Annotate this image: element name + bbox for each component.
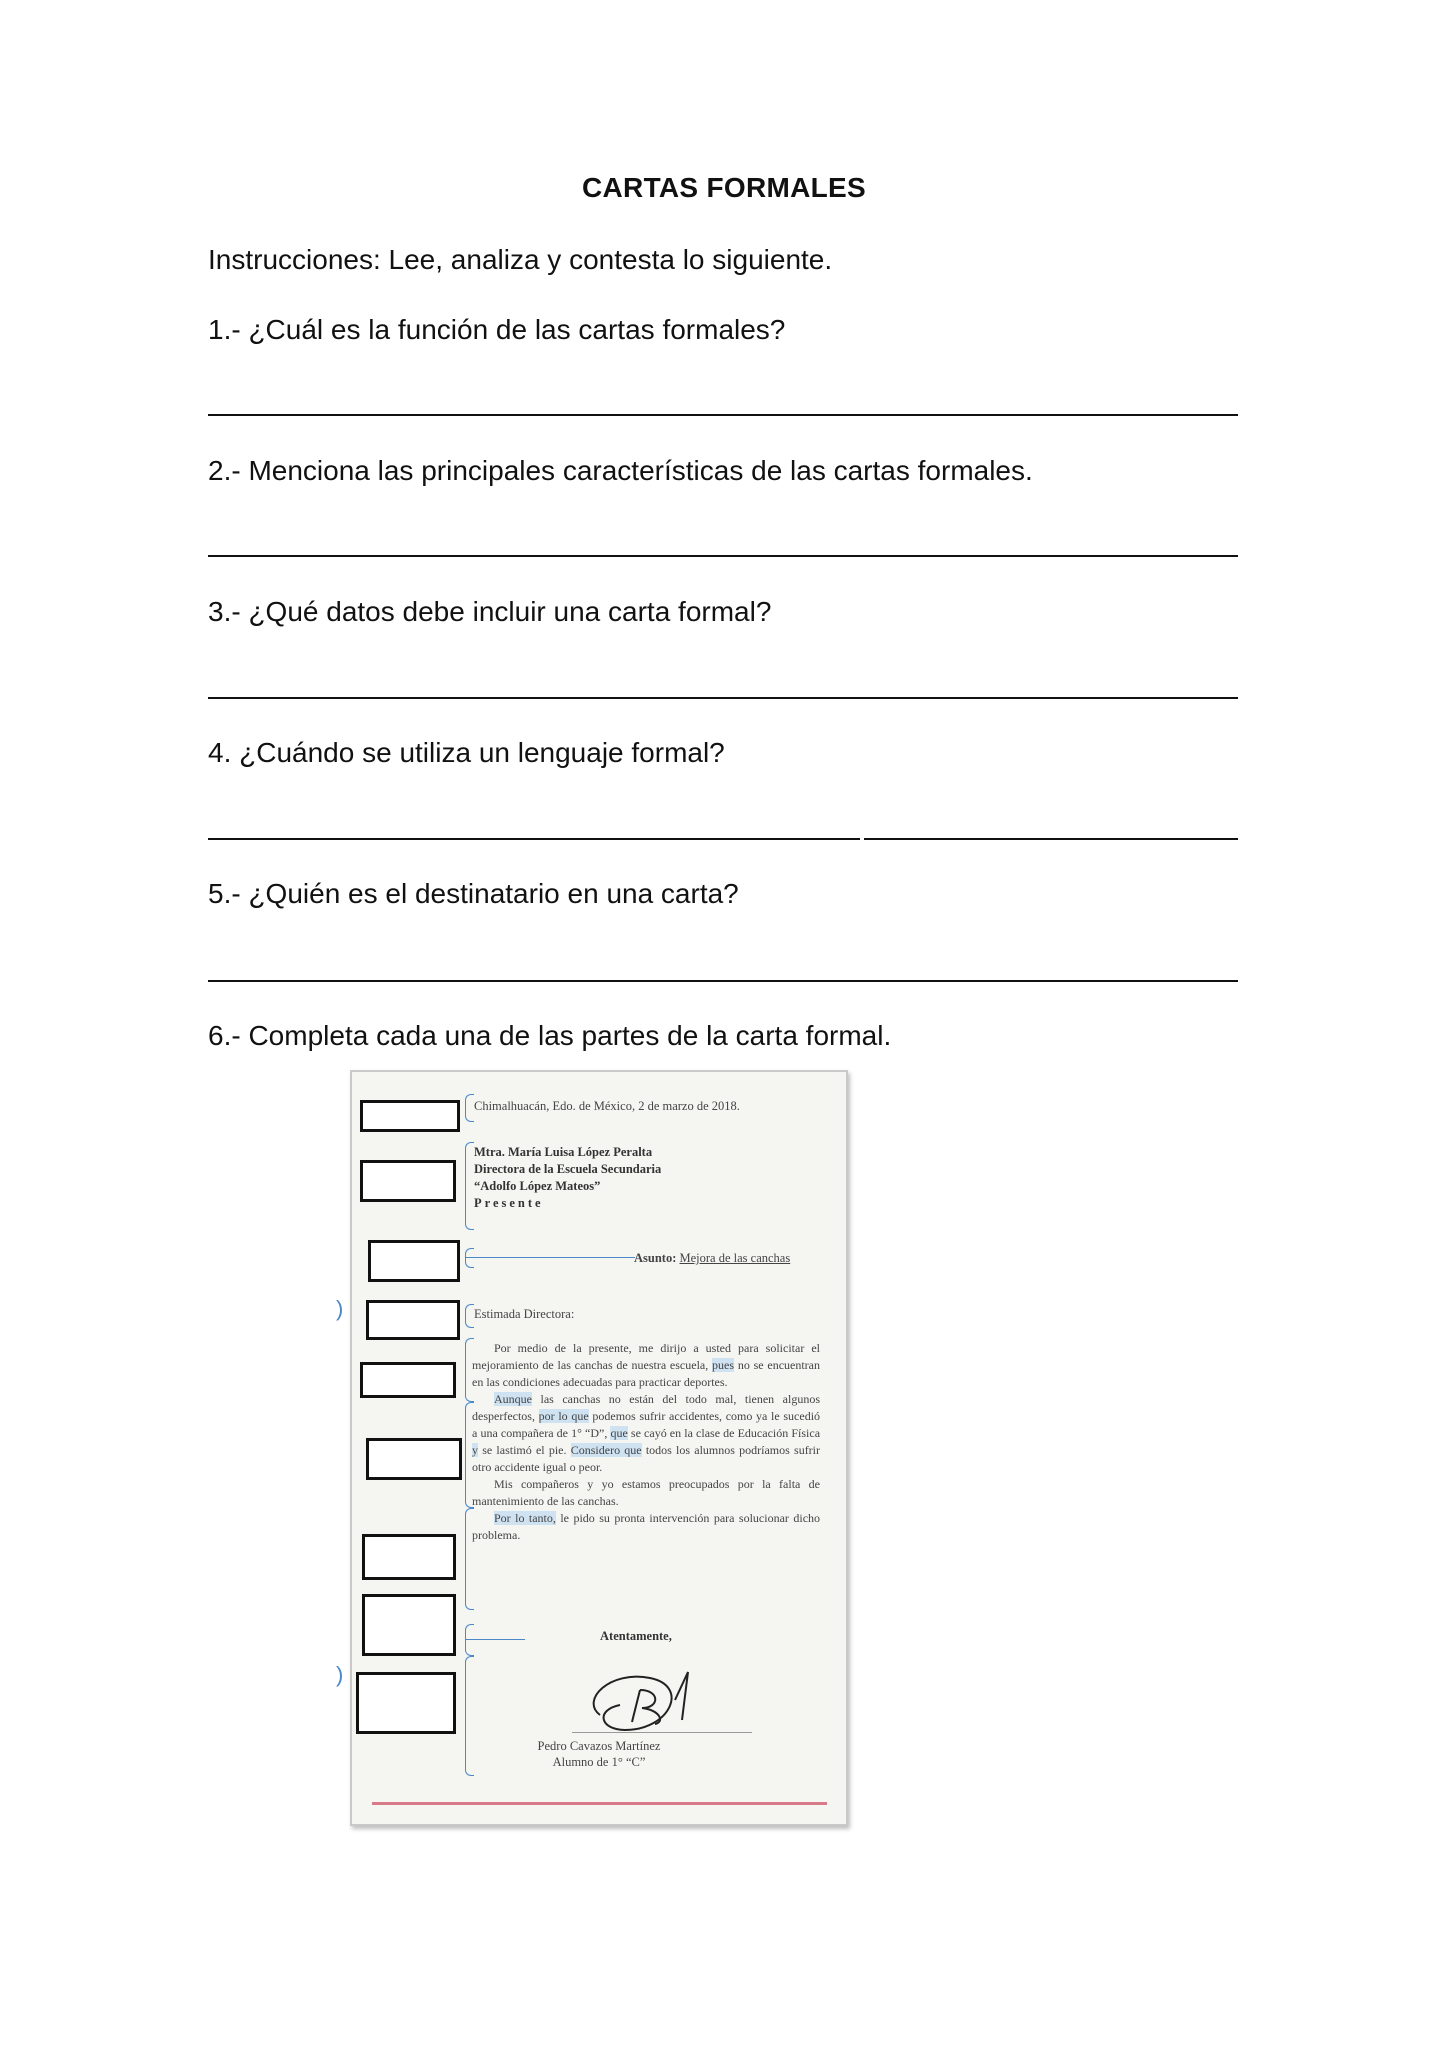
letter-part-box-4[interactable] (366, 1300, 460, 1340)
question-3: 3.- ¿Qué datos debe incluir una carta formal? (208, 596, 772, 627)
question-1: 1.- ¿Cuál es la función de las cartas formales? (208, 314, 786, 345)
question-6: 6.- Completa cada una de las partes de la carta formal. (208, 1020, 892, 1051)
letter-signer-role: Alumno de 1° “C” (552, 1755, 646, 1769)
signature-line (572, 1732, 752, 1733)
letter-paragraph-4: Por lo tanto, le pido su pronta intervención para solucionar dicho problema. (472, 1511, 821, 1542)
bracket-recipient (465, 1142, 474, 1230)
formal-letter-image (336, 1070, 848, 1826)
mark-icon: ) (336, 1662, 344, 1687)
letter-signer: Pedro Cavazos Martínez (537, 1739, 661, 1753)
instructions: Instrucciones: Lee, analiza y contesta lo siguiente. (208, 244, 833, 275)
letter-paragraph-2: Aunque las canchas no están del todo mal, tienen algunos desperfectos, por lo que podemos sufrir accidentes, como ya le sucedió a una compañera de 1° “D”, que se cayó en la clase de Educación Física y se lastimó el pie. Considero que todos los alumnos podríamos sufrir otro accidente igual o peor. (472, 1392, 821, 1474)
letter-closing: Atentamente, (600, 1629, 672, 1643)
answer-line-3[interactable] (208, 697, 1238, 699)
letter-part-box-5[interactable] (360, 1362, 456, 1398)
letter-paragraph-1: Por medio de la presente, me dirijo a usted para solicitar el mejoramiento de las canchas de nuestra escuela, pues no se encuentran en las condiciones adecuadas para practicar deportes. (472, 1341, 821, 1389)
letter-part-box-7[interactable] (362, 1534, 456, 1580)
answer-line-5[interactable] (208, 980, 1238, 982)
connector-line (465, 1257, 635, 1258)
letter-recipient-presente: Presente (474, 1196, 544, 1210)
letter-recipient-title: Directora de la Escuela Secundaria (474, 1162, 662, 1176)
bracket-greeting (465, 1304, 474, 1328)
letter-part-box-1[interactable] (360, 1100, 460, 1132)
answer-line-1[interactable] (208, 414, 1238, 416)
bracket-subject (465, 1248, 474, 1268)
question-4: 4. ¿Cuándo se utiliza un lenguaje formal? (208, 737, 725, 768)
letter-recipient-name: Mtra. María Luisa López Peralta (474, 1145, 653, 1159)
letter-place-date: Chimalhuacán, Edo. de México, 2 de marzo de 2018. (474, 1099, 740, 1113)
letter-bottom-rule (372, 1802, 827, 1805)
connector-line (465, 1639, 525, 1640)
letter-part-box-2[interactable] (360, 1160, 456, 1202)
letter-part-box-9[interactable] (356, 1672, 456, 1734)
letter-paragraph-3: Mis compañeros y yo estamos preocupados por la falta de mantenimiento de las canchas. (472, 1477, 820, 1508)
letter-part-box-8[interactable] (362, 1594, 456, 1656)
letter-part-box-6[interactable] (366, 1438, 462, 1480)
question-5: 5.- ¿Quién es el destinatario en una carta? (208, 878, 739, 909)
answer-line-2[interactable] (208, 555, 1238, 557)
mark-icon: ) (336, 1296, 344, 1321)
bracket-closing (465, 1624, 474, 1656)
subject-text: Mejora de las canchas (679, 1251, 791, 1265)
letter-recipient-school: “Adolfo López Mateos” (474, 1179, 601, 1193)
page-title: CARTAS FORMALES (582, 172, 866, 203)
letter-subject (634, 1250, 790, 1267)
signature-icon (570, 1660, 730, 1750)
question-2: 2.- Menciona las principales características de las cartas formales. (208, 455, 1033, 486)
letter-greeting: Estimada Directora: (474, 1307, 575, 1321)
letter-body (472, 1340, 820, 1544)
subject-label: Asunto: (634, 1251, 677, 1265)
letter-part-box-3[interactable] (368, 1240, 460, 1282)
bracket-place-date (465, 1094, 474, 1122)
answer-line-4[interactable] (208, 838, 1238, 840)
